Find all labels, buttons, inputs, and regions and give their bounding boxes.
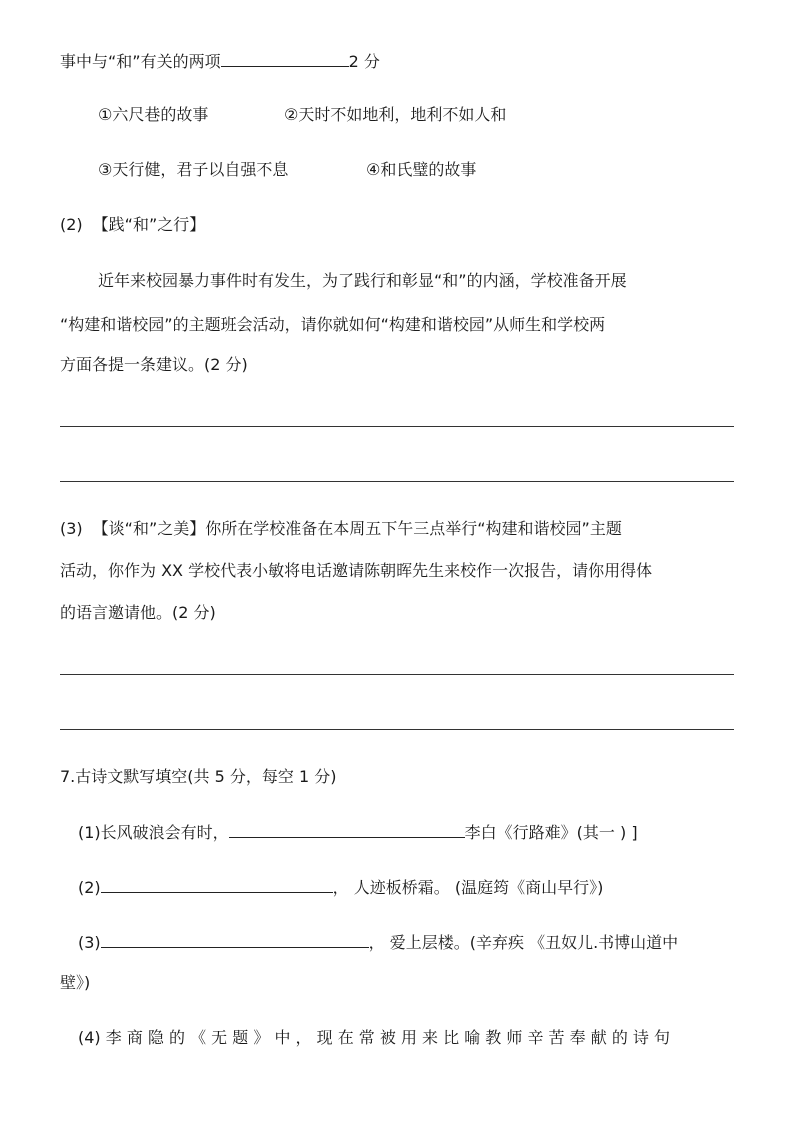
q7-item-3-suffix: ， 爱上层楼。(辛弃疾 《丑奴儿.书博山道中	[368, 933, 679, 952]
q6-3-line-1	[60, 518, 622, 540]
q6-1-option-row-2b	[366, 159, 476, 181]
q6-2-heading: 【践“和”之行】	[92, 215, 206, 234]
q6-1-option-row-1	[98, 104, 208, 126]
q6-2-para-line-2: “构建和谐校园”的主题班会活动，请你就如何“构建和谐校园”从师生和学校两	[60, 315, 606, 334]
q7-item-3-cont: 壁》)	[60, 973, 91, 992]
q6-1-answer-blank[interactable]	[221, 50, 349, 67]
q7-item-2-prefix: (2)	[78, 878, 101, 897]
q7-item-3	[78, 931, 678, 954]
q7-item-1	[78, 821, 638, 844]
q6-1-option-4: ④和氏璧的故事	[366, 160, 477, 179]
q6-3-answer-line-1[interactable]	[60, 674, 734, 675]
q6-1-option-1: ①六尺巷的故事	[98, 105, 209, 124]
q6-2-answer-line-2[interactable]	[60, 481, 734, 482]
q7-item-4: (4) 李 商 隐 的 《 无 题 》 中 ， 现 在 常 被 用 来 比 喻 教 师 辛 苦 奉 献 的 诗 句	[78, 1028, 670, 1047]
q6-2-answer-line-1[interactable]	[60, 426, 734, 427]
q6-3-line-1-rest: 你所在学校准备在本周五下午三点举行“构建和谐校园”主题	[205, 519, 622, 538]
q6-1-option-row-1b	[284, 104, 506, 126]
q6-3-line-3: 的语言邀请他。(2 分)	[60, 603, 216, 622]
q6-3-heading: 【谈“和”之美】	[92, 519, 206, 538]
q6-2-heading-line	[60, 214, 205, 236]
q6-1-intro-text: 事中与“和”有关的两项	[60, 52, 221, 71]
q6-3-answer-line-2[interactable]	[60, 729, 734, 730]
q6-2-para-line-3: 方面各提一条建议。(2 分)	[60, 355, 248, 374]
q6-1-intro-line	[60, 50, 380, 73]
q6-1-option-row-2	[98, 159, 288, 181]
q6-1-option-3: ③天行健，君子以自强不息	[98, 160, 289, 179]
q7-title: 7.古诗文默写填空(共 5 分，每空 1 分)	[60, 767, 337, 786]
q7-item-2	[78, 876, 603, 899]
q7-item-1-suffix: 李白《行路难》(其一 ) ]	[464, 823, 638, 842]
q7-item-1-blank[interactable]	[229, 821, 465, 838]
q7-item-2-suffix: ， 人迹板桥霜。 (温庭筠《商山早行》)	[332, 878, 604, 897]
q6-1-option-2: ②天时不如地利，地利不如人和	[284, 105, 507, 124]
q6-2-para-line-1: 近年来校园暴力事件时有发生，为了践行和彰显“和”的内涵，学校准备开展	[98, 271, 627, 290]
q6-3-line-2: 活动，你作为 XX 学校代表小敏将电话邀请陈朝晖先生来校作一次报告，请你用得体	[60, 561, 653, 580]
q6-2-label: (2)	[60, 215, 83, 234]
q7-item-3-prefix: (3)	[78, 933, 101, 952]
q7-item-3-blank[interactable]	[101, 931, 369, 948]
q6-1-score: 2 分	[348, 52, 380, 71]
q7-item-1-prefix: (1)长风破浪会有时，	[78, 823, 229, 842]
q7-item-2-blank[interactable]	[101, 876, 333, 893]
q6-3-label: (3)	[60, 519, 83, 538]
